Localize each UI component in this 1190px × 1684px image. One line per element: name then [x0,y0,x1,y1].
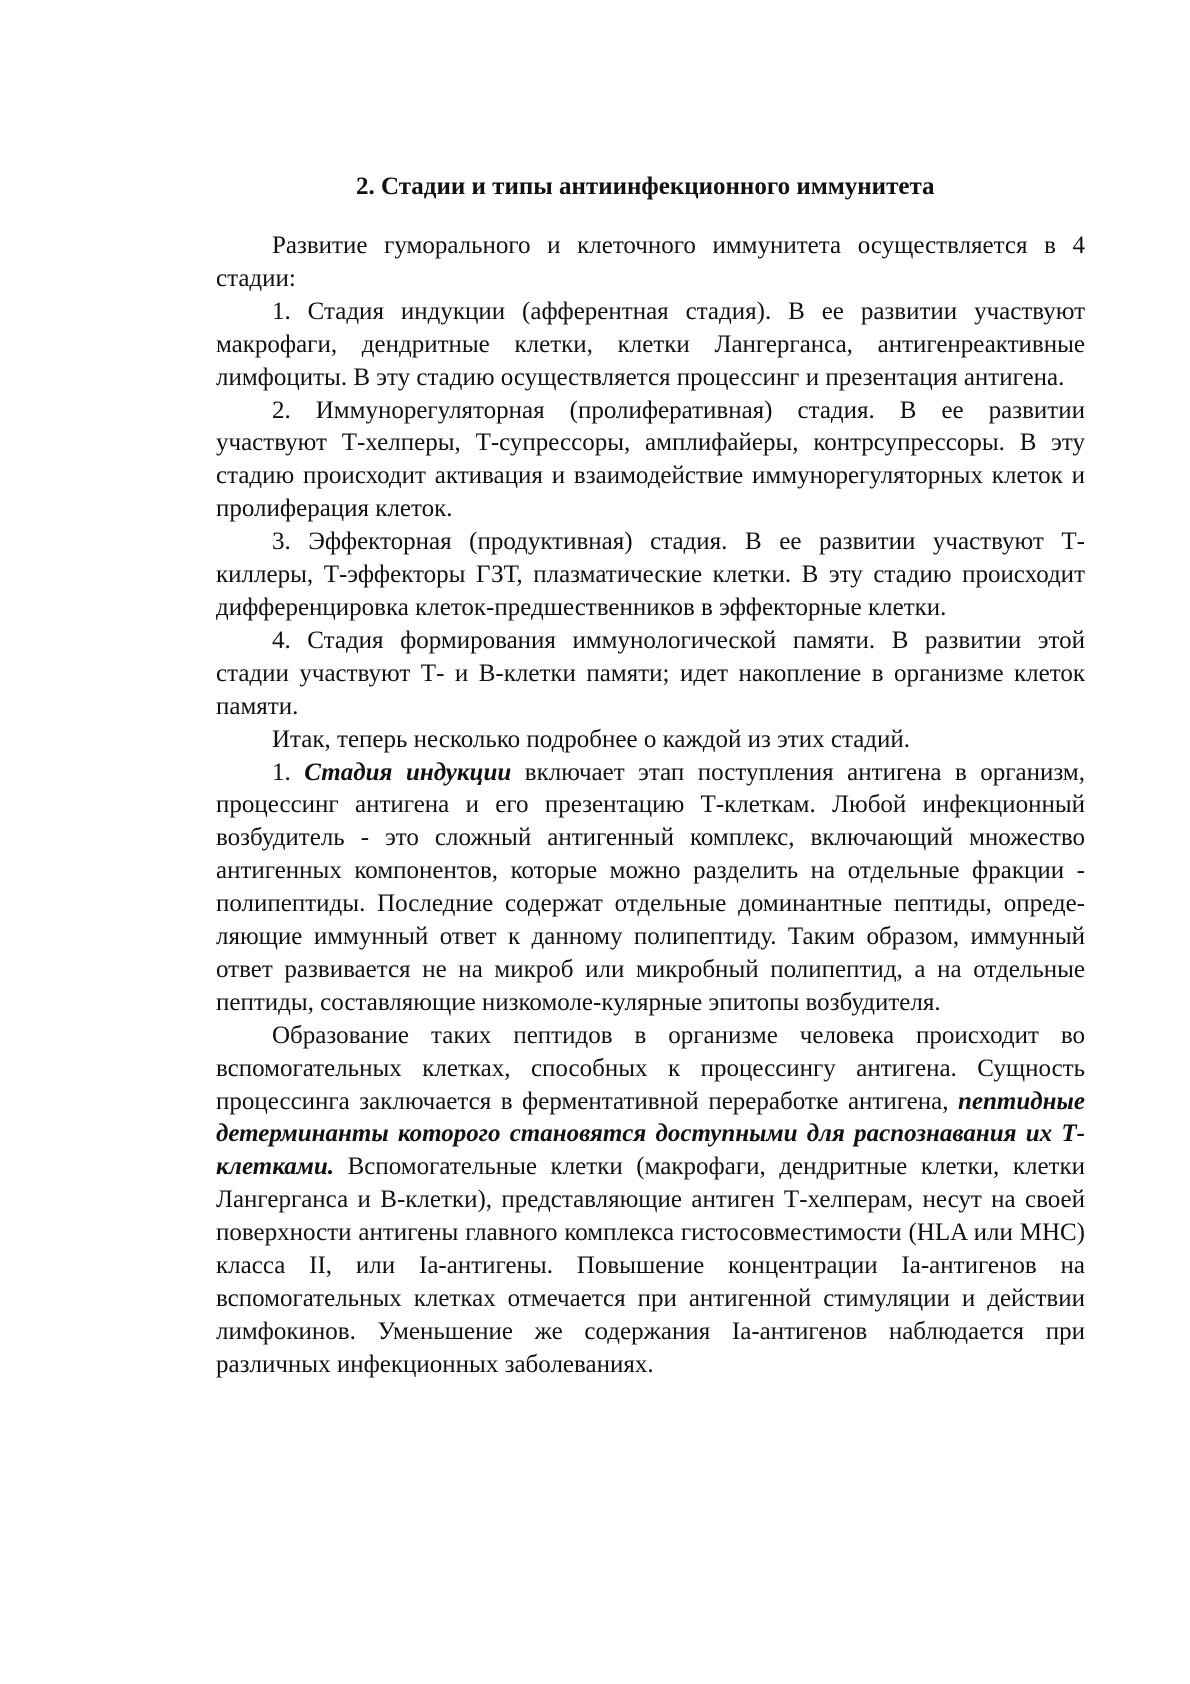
document-content [216,170,1085,1382]
paragraph-text: Итак, теперь несколько подробнее о каждой из этих стадий. [272,725,911,753]
section-title: 2. Стадии и типы антиинфекционного иммунитета [356,173,935,200]
paragraph-stage-4 [216,625,1085,724]
paragraph-text: 4. Стадия формирования иммунологической памяти. В развитии этой стадии участвуют Т- и В-клетки памяти; идет накопление в организме клеток памяти. [216,626,1085,720]
paragraph-transition [216,724,1085,757]
paragraph-stage-1 [216,296,1085,395]
paragraph-prefix: Образование таких пептидов в организме человека происходит во вспомогательных клетках, способных к процессингу антигена. Сущность процессинга заключается в ферментативной переработке антигена, [216,1021,1085,1115]
paragraph-prefix: 1. [272,758,305,786]
paragraph-text: 2. Иммунорегуляторная (пролиферативная) стадия. В ее развитии участвуют Т-хелперы, Т-супрессоры, амплифайеры, контрсупрессоры. В эту стадию происходит активация и взаимодействие иммунорегуляторных клеток и пролиферация клеток. [216,396,1085,523]
emphasized-phrase: пептидные детерминанты которого становятся доступными для распознавания их Т-клетками. [216,1087,1085,1181]
paragraph-stage-3 [216,526,1085,625]
paragraph-intro [216,230,1085,296]
paragraph-text: Вспомогательные клетки (макрофаги, дендритные клетки, клетки Лангерганса и В-клетки), представляющие антиген Т-хелперам, несут на своей поверхности антигены главного комплекса гистосовместимости (HLA или МНС) класса II, или Ia-антигены. Повышение концентрации Ia-антигенов на вспомогательных клетках отмечается при антигенной стимуляции и действии лимфокинов. Уменьшение же содержания Ia-антигенов наблюдается при различных инфекционных заболеваниях. [216,1153,1085,1378]
paragraph-text: 1. Стадия индукции (афферентная стадия). В ее развитии участвуют макрофаги, дендритные клетки, клетки Лангерганса, антигенреактивные лимфоциты. В эту стадию осуществляется процессинг и презентация антигена. [216,297,1085,391]
emphasized-term: Стадия индукции [304,758,512,786]
document-body [216,230,1085,1382]
paragraph-text: включает этап поступления антигена в организм, процессинг антигена и его презентацию Т-клеткам. Любой инфекционный возбудитель - это сложный антигенный комплекс, включающий множество антигенных компонентов, которые можно разделить на отдельные фракции - полипептиды. Последние содержат отдельные доминантные пептиды, опреде-ляющие иммунный ответ к данному полипептиду. Таким образом, иммунный ответ развивается не на микроб или микробный полипептид, а на отдельные пептиды, составляющие низкомоле-кулярные эпитопы возбудителя. [216,758,1085,1016]
paragraph-stage-2 [216,395,1085,527]
paragraph-induction-detail [216,757,1085,1020]
paragraph-text: 3. Эффекторная (продуктивная) стадия. В ее развитии участвуют Т-киллеры, Т-эффекторы ГЗТ, плазматические клетки. В эту стадию происходит дифференцировка клеток-предшественников в эффекторные клетки. [216,528,1085,621]
paragraph-processing-detail [216,1020,1085,1382]
paragraph-text: Развитие гуморального и клеточного иммунитета осуществляется в 4 стадии: [216,232,1085,292]
